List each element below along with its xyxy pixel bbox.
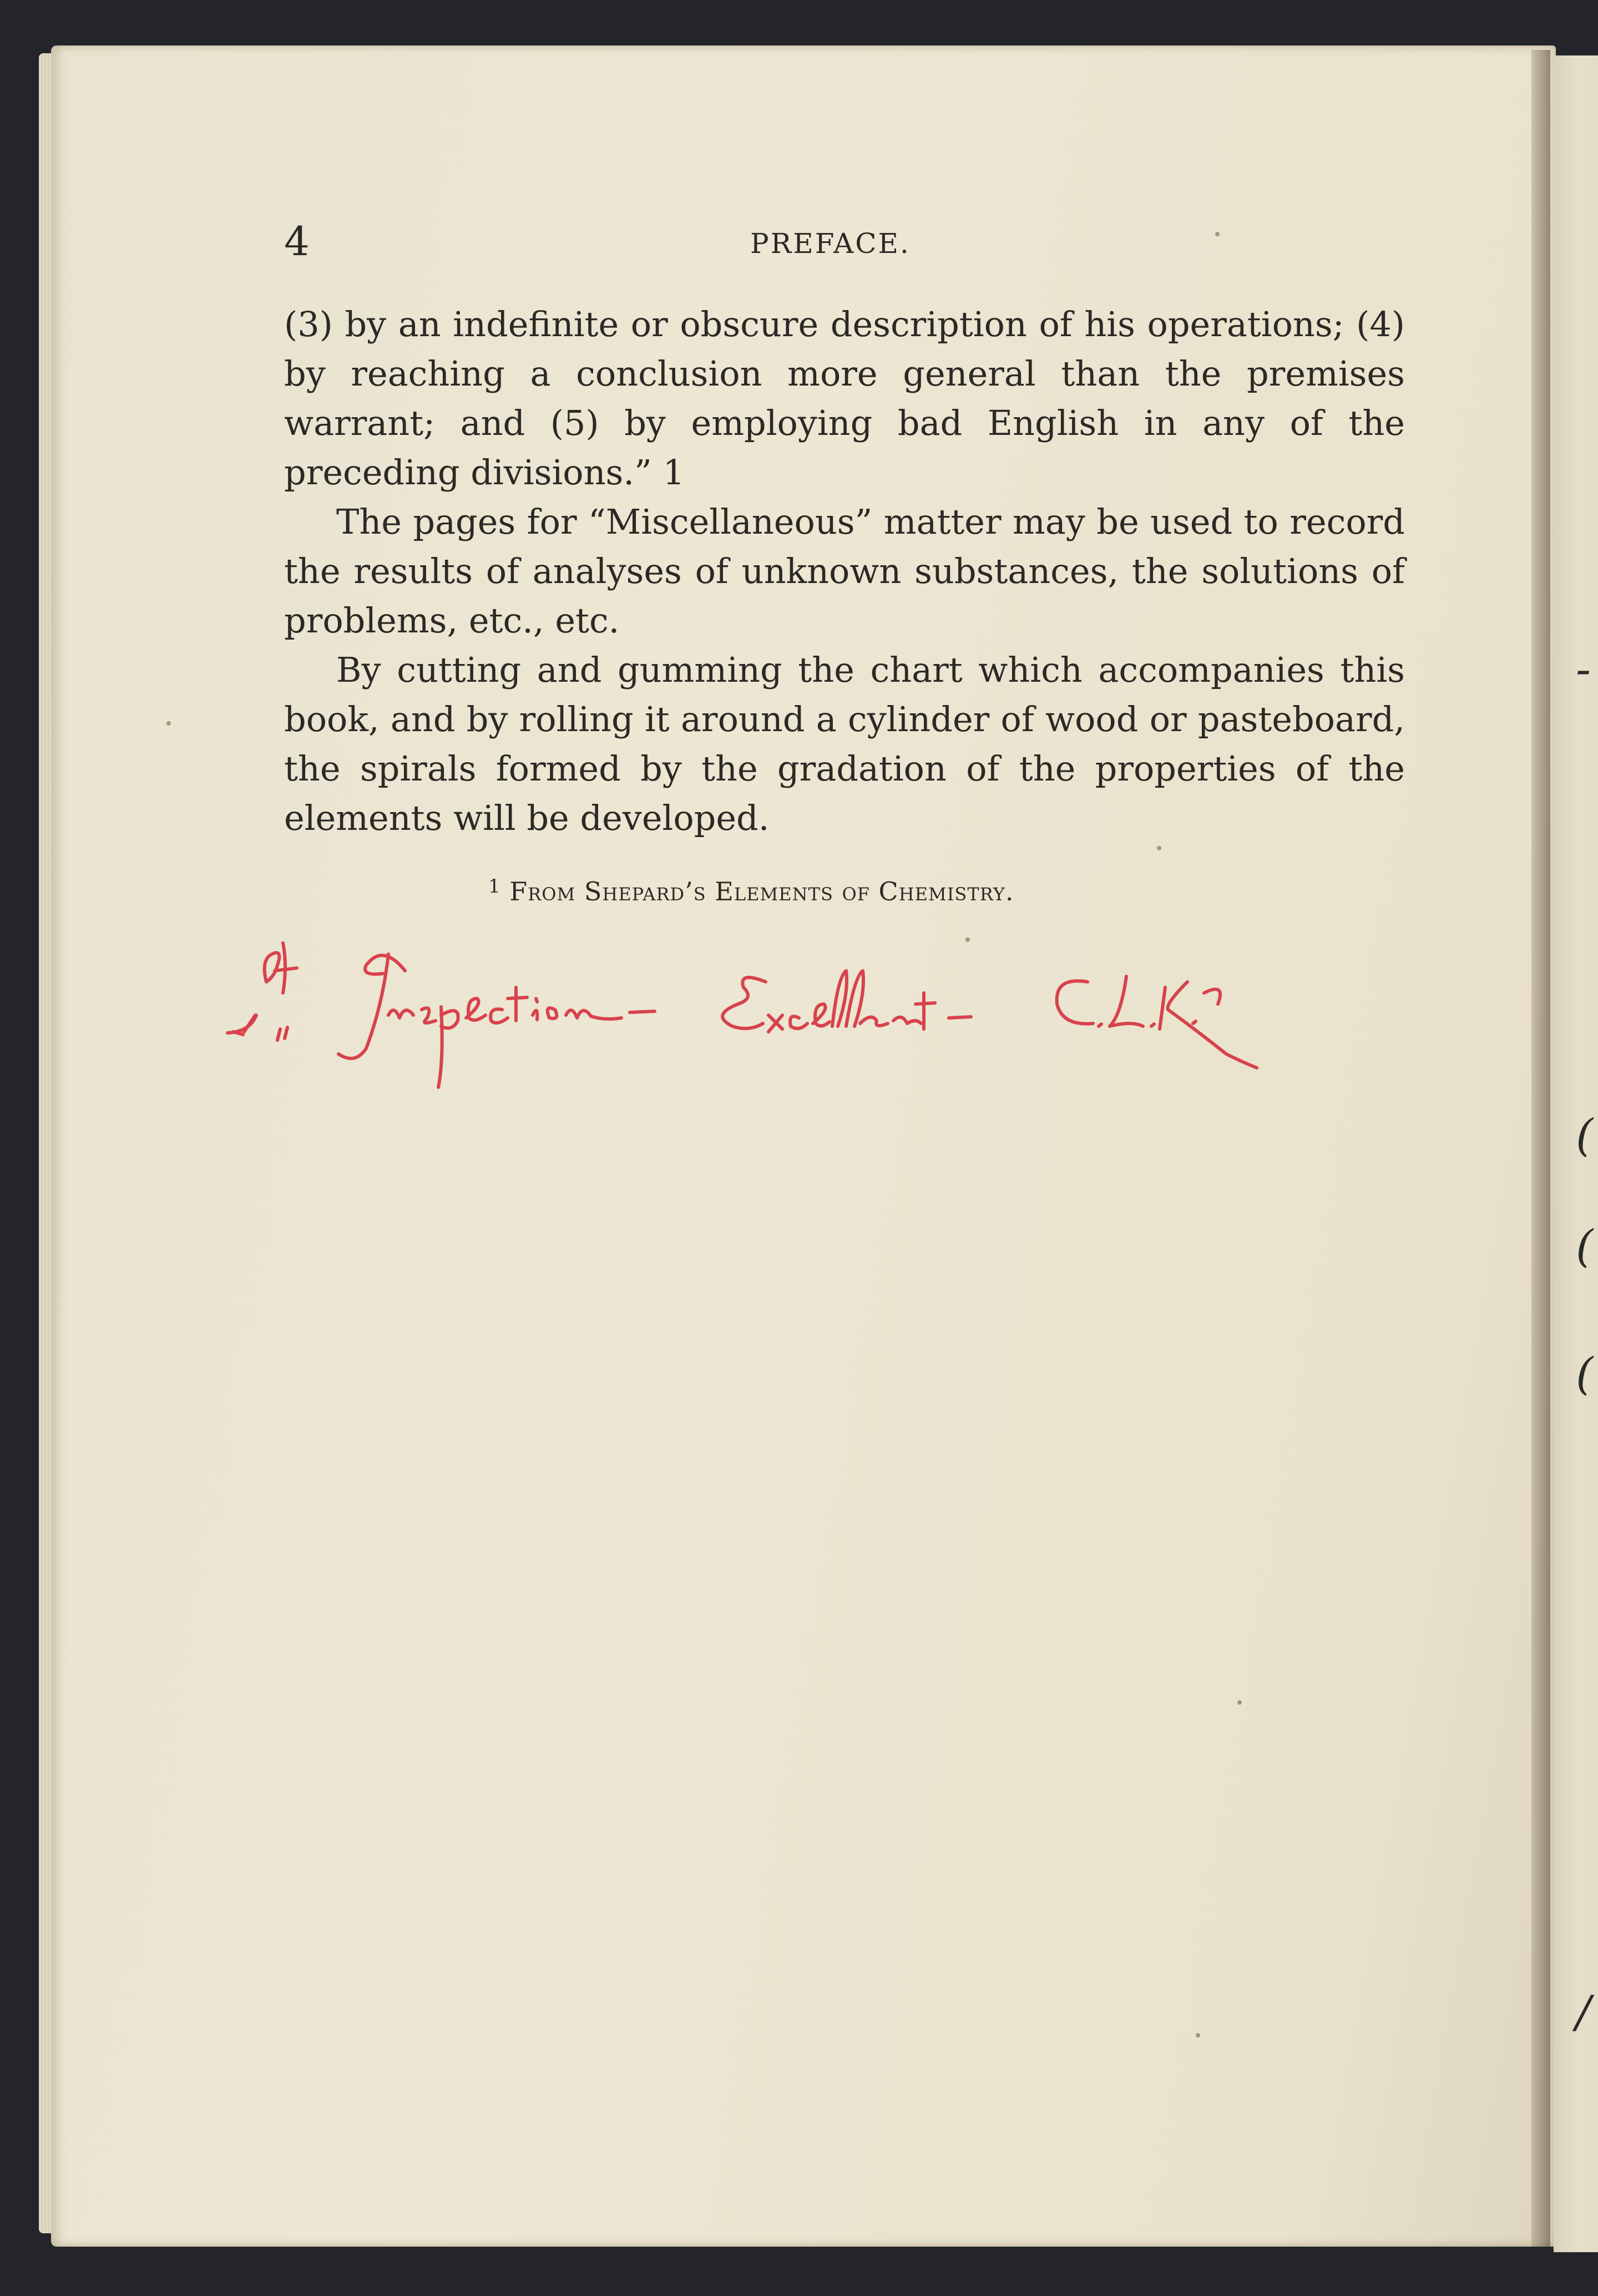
facing-page-mark: ( [1576,1220,1594,1272]
paragraph: By cutting and gumming the chart which accompanies this book, and by rolling it around a cylinder of wood or pasteboard, the spirals formed by the gradation of the properties of the elements will be developed. [284,650,1405,838]
paper-speck [1215,232,1220,236]
footnote-text: From Shepard’s Elements of Chemistry. [509,876,1014,906]
footnote [488,875,1014,906]
paper-speck [166,721,171,726]
page-header [284,211,1405,272]
handwritten-annotation [222,921,1387,1104]
book-gutter [1531,50,1550,2247]
facing-page-mark: - [1576,643,1591,695]
page-number: 4 [284,218,310,265]
footnote-marker: 1 [488,875,501,898]
preface-text [284,300,1405,843]
handwriting-signature-icon [222,921,1387,1104]
paragraph: (3) by an indefinite or obscure description of his operations; (4) by reaching a conclusion more general than the premises warrant; and (5) by employing bad English in any of the preceding divisions.” 1 [284,304,1405,493]
facing-page-mark: / [1576,1986,1591,2037]
facing-page-edge [1554,55,1598,2252]
paper-speck [1196,2033,1200,2037]
paper-speck [1237,1700,1242,1705]
paper-speck [965,937,970,942]
facing-page-mark: ( [1576,1109,1594,1161]
paragraph: The pages for “Miscellaneous” matter may be used to record the results of analyses of unknown substances, the solutions of problems, etc., etc. [284,501,1405,641]
facing-page-mark: ( [1576,1348,1594,1400]
running-head: PREFACE. [750,227,911,260]
paper-speck [1157,846,1161,850]
